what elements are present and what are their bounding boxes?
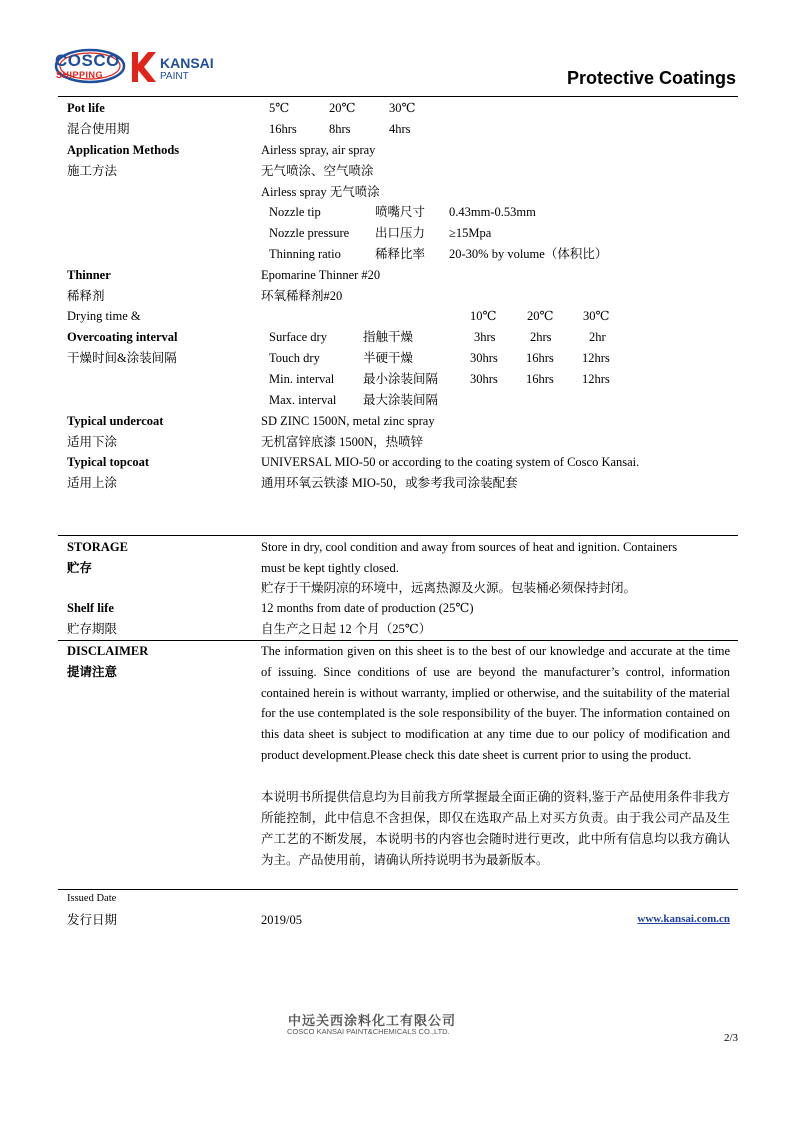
section-divider [58, 535, 738, 536]
min-interval-label: Min. interval [269, 372, 335, 386]
footer-company-cn: 中远关西涂料化工有限公司 [288, 1013, 457, 1028]
potlife-label-cn: 混合使用期 [67, 122, 130, 136]
header-divider [58, 96, 738, 97]
drying-label-cn: 干燥时间&涂装间隔 [67, 351, 177, 365]
surface-dry-label: Surface dry [269, 330, 327, 344]
nozzle-tip-label: Nozzle tip [269, 205, 321, 219]
thinning-ratio-label: Thinning ratio [269, 247, 341, 261]
storage-line-2: must be kept tightly closed. [261, 561, 399, 575]
nozzle-pressure-label-cn: 出口压力 [375, 226, 426, 240]
logo-shipping-text: SHIPPING [56, 70, 104, 80]
touch-dry-label-cn: 半硬干燥 [363, 351, 414, 365]
topcoat-value-en: UNIVERSAL MIO-50 or according to the coating system of Cosco Kansai. [261, 455, 640, 469]
nozzle-pressure-label: Nozzle pressure [269, 226, 350, 240]
potlife-temp: 5℃ [269, 101, 290, 115]
drying-value: 2hr [589, 330, 606, 344]
thinner-value-cn: 环氧稀释剂#20 [261, 289, 343, 303]
undercoat-value-en: SD ZINC 1500N, metal zinc spray [261, 414, 435, 428]
drying-value: 12hrs [582, 351, 610, 365]
nozzle-pressure-value: ≥15Mpa [449, 226, 492, 240]
undercoat-label-cn: 适用下涂 [67, 435, 118, 449]
thinner-label-en: Thinner [67, 268, 111, 282]
drying-value: 2hrs [530, 330, 552, 344]
shelf-value-en: 12 months from date of production (25℃) [261, 601, 474, 615]
logo-paint-text: PAINT [160, 71, 189, 82]
issued-label-en: Issued Date [67, 893, 117, 904]
drying-temp: 30℃ [583, 309, 610, 323]
disclaimer-label-en: DISCLAIMER [67, 644, 149, 658]
potlife-hours: 8hrs [329, 122, 351, 136]
max-interval-label-cn: 最大涂装间隔 [363, 393, 439, 407]
drying-value: 16hrs [526, 351, 554, 365]
potlife-temp: 20℃ [329, 101, 356, 115]
shelf-value-cn: 自生产之日起 12 个月（25℃） [261, 622, 432, 636]
issued-date: 2019/05 [261, 913, 302, 927]
drying-value: 16hrs [526, 372, 554, 386]
disclaimer-text-en: The information given on this sheet is to the best of our knowledge and accurate at the time of issuing. Since conditions of use are beyond the manufacturer’s control, information contained herein is without warranty, implied or otherwise, and the suitability of the material for the use contemplated is the sole responsibility of the buyer. The information contained on this data sheet is subject to modification at any time due to our policy of modification and product development.Please check this date sheet is current prior to using the product. [261, 644, 730, 762]
drying-label-2: Overcoating interval [67, 330, 178, 344]
storage-line-cn: 贮存于干燥阴凉的环境中，远离热源及火源。包装桶必须保持封闭。 [261, 581, 637, 595]
touch-dry-label: Touch dry [269, 351, 320, 365]
application-label-en: Application Methods [67, 143, 180, 157]
drying-value: 30hrs [470, 351, 498, 365]
nozzle-tip-value: 0.43mm-0.53mm [449, 205, 536, 219]
logo-cosco-text: COSCO [55, 51, 120, 70]
potlife-hours: 4hrs [389, 122, 411, 136]
application-value-cn: 无气喷涂、空气喷涂 [261, 164, 374, 178]
shelf-label-cn: 贮存期限 [67, 622, 118, 636]
disclaimer-text-cn: 本说明书所提供信息均为目前我方所掌握最全面正确的资料,鉴于产品使用条件非我方所能控制，此中信息不含担保，即仅在选取产品上对买方负责。由于我公司产品及生产工艺的不断发展，本说明书的内容也会随时进行更改，此中所有信息均以我方确认为主。产品使用前，请确认所持说明书为最新版本。 [261, 790, 730, 867]
drying-value: 12hrs [582, 372, 610, 386]
surface-dry-label-cn: 指触干燥 [363, 330, 414, 344]
footer-company-en: COSCO KANSAI PAINT&CHEMICALS CO.,LTD. [287, 1027, 450, 1036]
min-interval-label-cn: 最小涂装间隔 [363, 372, 439, 386]
logo-kansai-text: KANSAI [160, 55, 214, 71]
drying-value: 3hrs [474, 330, 496, 344]
thinner-label-cn: 稀释剂 [67, 289, 105, 303]
airless-subtitle: Airless spray 无气喷涂 [261, 185, 380, 199]
potlife-temp: 30℃ [389, 101, 416, 115]
application-value-en: Airless spray, air spray [261, 143, 376, 157]
website-link[interactable]: www.kansai.com.cn [637, 913, 730, 925]
disclaimer-label-cn: 提请注意 [67, 665, 118, 679]
potlife-hours: 16hrs [269, 122, 297, 136]
undercoat-label-en: Typical undercoat [67, 414, 164, 428]
application-label-cn: 施工方法 [67, 164, 118, 178]
thinner-value-en: Epomarine Thinner #20 [261, 268, 381, 282]
max-interval-label: Max. interval [269, 393, 337, 407]
drying-temp: 10℃ [470, 309, 497, 323]
drying-label-1: Drying time & [67, 309, 141, 323]
section-divider [58, 889, 738, 890]
nozzle-tip-label-cn: 喷嘴尺寸 [375, 205, 426, 219]
issued-label-cn: 发行日期 [67, 913, 118, 927]
storage-label-en: STORAGE [67, 540, 128, 554]
page-title: Protective Coatings [566, 68, 736, 88]
drying-value: 30hrs [470, 372, 498, 386]
topcoat-label-cn: 适用上涂 [67, 476, 118, 490]
company-logo [52, 46, 232, 88]
page-number: 2/3 [723, 1032, 738, 1044]
shelf-label-en: Shelf life [67, 601, 114, 615]
drying-temp: 20℃ [527, 309, 554, 323]
thinning-ratio-label-cn: 稀释比率 [375, 247, 426, 261]
potlife-label-en: Pot life [67, 101, 105, 115]
thinning-ratio-value: 20-30% by volume（体积比） [449, 247, 608, 261]
storage-line-1: Store in dry, cool condition and away from sources of heat and ignition. Containers [261, 540, 678, 554]
topcoat-value-cn: 通用环氧云铁漆 MIO-50，或参考我司涂装配套 [261, 476, 518, 490]
undercoat-value-cn: 无机富锌底漆 1500N，热喷锌 [261, 435, 424, 449]
topcoat-label-en: Typical topcoat [67, 455, 150, 469]
storage-label-cn: 贮存 [67, 561, 93, 575]
